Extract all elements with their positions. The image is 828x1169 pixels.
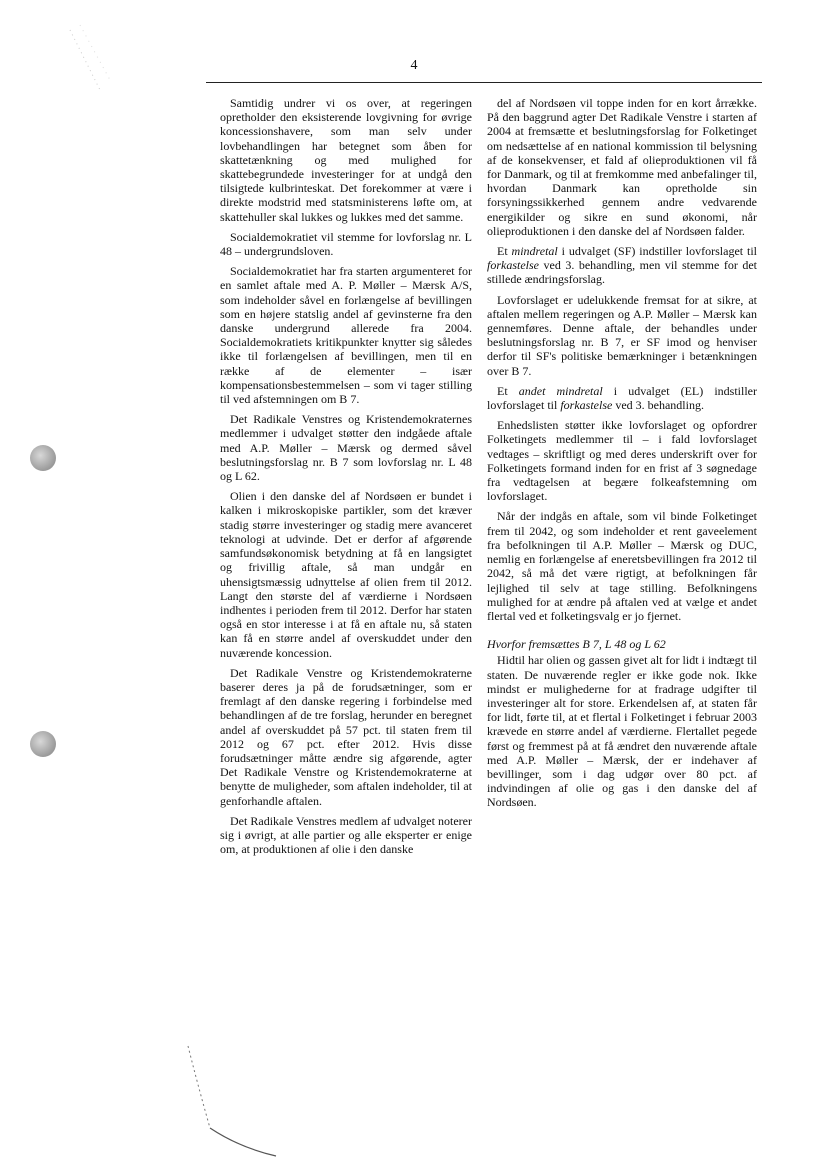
p2-term: mindretal bbox=[511, 244, 558, 259]
p4-mid: i udvalget (EL) indstiller lovforslaget til bbox=[487, 383, 757, 413]
p4-verdict: forkastelse bbox=[560, 398, 613, 413]
scan-artifact-corner bbox=[60, 20, 120, 100]
right-paragraph-1: del af Nordsøen vil toppe inden for en kort årrække. På den baggrund agter Det Radikale Venstre i starten af 2004 at fremsætte et beslutningsforslag for Folketinget om nedsættelse af en national kommission til belysning af de konsekvenser, et fald af olieproduktionen vil få for Danmark, og til at fremkomme med anbefalinger til, hvordan Danmark kan opretholde sin forsyningssikkerhed gennem andre vedvarende energikilder og sikre en sund økonomi, når olieproduktionen i den danske del af Nordsøen falder. bbox=[487, 96, 757, 238]
left-paragraph-1: Samtidig undrer vi os over, at regeringen opretholder den eksisterende lovgivning for øvrige koncessionshavere, som man selv under lovbehandlingen har betegnet som åben for skattetænkning og med mulighed for skattebegrundede investeringer for at undgå den tilsigtede kulbrinteskat. Det forekommer at være i direkte modstrid med statsministerens løfte om, at skattehuller skal lukkes og lukkes med det samme. bbox=[220, 96, 472, 224]
header-rule bbox=[206, 82, 762, 83]
right-paragraph-2 bbox=[487, 244, 757, 287]
p4-lead: Et bbox=[497, 383, 519, 398]
left-paragraph-6: Det Radikale Venstre og Kristendemokraterne baserer deres ja på de forudsætninger, som er fremlagt af den danske regering i forbindelse med behandlingen af de tre forslag, herunder en beregnet andel af overskuddet på 57 pct. til staten frem til 2012 og 67 pct. efter 2012. Hvis disse forudsætninger måtte ændre sig afgørende, agter Det Radikale Venstre og Kristendemokraterne at benytte de muligheder, som aftalen indeholder, til at genforhandle aftalen. bbox=[220, 665, 472, 808]
p2-verdict: forkastelse bbox=[487, 258, 539, 273]
left-paragraph-4: Det Radikale Venstres og Kristendemokraternes medlemmer i udvalget støtter den indgåede aftale med A.P. Møller – Mærsk og dermed såvel beslutningsforslag nr. B 7 som lovforslag nr. L 48 og L 62. bbox=[220, 412, 472, 484]
p4-term: andet mindretal bbox=[518, 383, 603, 398]
punch-hole-lower bbox=[30, 731, 56, 757]
left-paragraph-7: Det Radikale Venstres medlem af udvalget noterer sig i øvrigt, at alle partier og alle eksperter er enige om, at produktionen af olie i den danske bbox=[220, 813, 472, 857]
left-paragraph-5: Olien i den danske del af Nordsøen er bundet i kalken i mikroskopiske partikler, som det kræver stadig større investeringer og stadig mere avanceret teknologi at udvinde. Det er derfor af afgørende samfundsøkonomisk betydning at få en langsigtet og frivillig aftale, så man undgår en uhensigtsmæssig udnyttelse af olien frem til 2012. Langt den største del af værdierne i Nordsøen indhentes i perioden frem til 2012. Derfor har staten også en stor interesse i at få en aftale nu, så staten kan få en større andel af overskuddet under den nuværende koncession. bbox=[220, 489, 472, 660]
right-paragraph-3: Lovforslaget er udelukkende fremsat for at sikre, at aftalen mellem regeringen og A.P. Møller – Mærsk kan gennemføres. Denne aftale, der behandles under beslutningsforslag nr. B 7, er SF imod og henviser derfor til SF's politiske bemærkninger i betænkningen over B 7. bbox=[487, 292, 757, 378]
scan-artifact-mark bbox=[180, 1040, 290, 1160]
right-column bbox=[487, 96, 757, 816]
right-paragraph-4 bbox=[487, 384, 757, 412]
p2-tail: ved 3. behandling, men vil stemme for det stillede ændringsforslag. bbox=[487, 258, 757, 287]
left-paragraph-3: Socialdemokratiet har fra starten argumenteret for en samlet aftale med A. P. Møller – Mærsk A/S, som indeholder såvel en forlængelse af bevillingen som en højere statslig andel af gevinsterne fra den danske undergrund allerede fra 2004. Socialdemokratiets kritikpunkter knytter sig således ikke til forlængelsen af bevillingen, men til en række af de elementer – især kompensationsbestemmelsen – som vi tager stilling til ved afstemningen om B 7. bbox=[220, 264, 472, 407]
page-number: 4 bbox=[410, 58, 418, 73]
p2-lead: Et bbox=[497, 244, 512, 259]
right-paragraph-5: Enhedslisten støtter ikke lovforslaget og opfordrer Folketingets medlemmer til – i fald lovforslaget vedtages – skriftligt og med deres underskrift over for Folketingets formand inden for en frist af 3 søgnedage fra vedtagelsen at begære folkeafstemning om lovforslaget. bbox=[487, 418, 757, 504]
p2-mid: i udvalget (SF) indstiller lovforslaget til bbox=[557, 244, 757, 259]
p4-tail: ved 3. behandling. bbox=[612, 398, 704, 413]
punch-hole-upper bbox=[30, 445, 56, 471]
left-column bbox=[220, 96, 472, 862]
right-paragraph-7: Hidtil har olien og gassen givet alt for lidt i indtægt til staten. De nuværende regler er ikke gode nok. Ikke mindst er mulighederne for at fradrage udgifter til investeringer alt for store. Erkendelsen af, at staten får for lidt, førte til, at et flertal i Folketinget i februar 2003 krævede en større andel af værdierne. Flertallet pegede først og fremmest på at få ændret den nuværende aftale med A.P. Møller – Mærsk, der er indehaver af bevillinger, som i dag udgør over 80 pct. af indvindingen af olie og gas i den danske del af Nordsøen. bbox=[487, 653, 757, 810]
left-paragraph-2: Socialdemokratiet vil stemme for lovforslag nr. L 48 – undergrundsloven. bbox=[220, 229, 472, 259]
section-heading: Hvorfor fremsættes B 7, L 48 og L 62 bbox=[487, 637, 666, 652]
right-paragraph-6: Når der indgås en aftale, som vil binde Folketinget frem til 2042, og som indeholder et rent gaveelement fra befolkningen til A.P. Møller – Mærsk og DUC, nemlig en forlængelse af eneretsbevillingen fra 2012 til 2042, så må det være rigtigt, at befolkningen får lejlighed til selv at tage stilling. Befolkningens mulighed for at ændre på aftalen ved at vælge et andet flertal ved et folketingsvalg er jo fjernet. bbox=[487, 509, 757, 623]
